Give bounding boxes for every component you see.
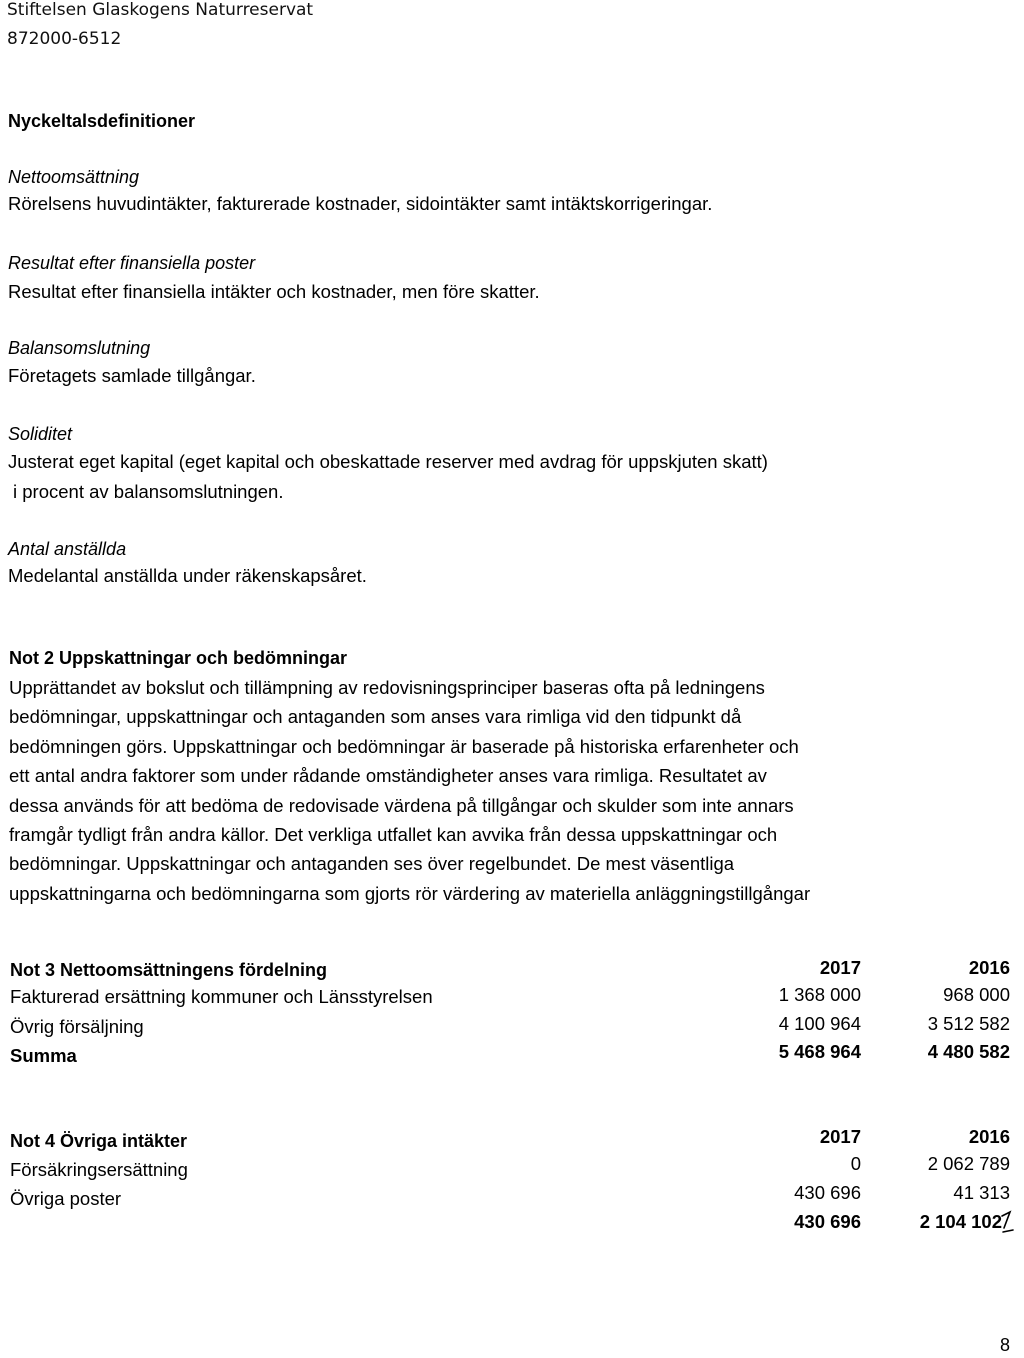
note4-title: Not 4 Övriga intäkter [10, 1131, 188, 1151]
note2-line: framgår tydligt från andra källor. Det verkliga utfallet kan avvika från dessa uppskattningar och [9, 824, 778, 846]
note3-year-prior: 2016 [968, 957, 1010, 978]
definition-term-resultat: Resultat efter finansiella poster [8, 253, 256, 273]
definition-term-balansomslutning: Balansomslutning [8, 338, 151, 358]
note3-row-prior: 968 000 [943, 984, 1010, 1005]
note4-row-current: 0 [850, 1153, 861, 1174]
note3-row-current: 1 368 000 [778, 984, 861, 1005]
note3-sum-label: Summa [10, 1045, 77, 1066]
handwritten-initials-mark [998, 1206, 1018, 1238]
definition-text-soliditet-line2: i procent av balansomslutningen. [13, 481, 284, 502]
note2-line: bedömningar, uppskattningar och antaganden som anses vara rimliga vid den tidpunkt då [9, 706, 742, 728]
note2-line: bedömningar. Uppskattningar och antaganden ses över regelbundet. De mest väsentliga [9, 853, 735, 875]
page-number: 8 [999, 1335, 1010, 1355]
note4-row-label: Övriga poster [10, 1188, 122, 1209]
note4-row-prior: 2 062 789 [927, 1153, 1010, 1174]
note3-title: Not 3 Nettoomsättningens fördelning [10, 960, 327, 980]
note3-year-current: 2017 [819, 957, 861, 978]
note2-line: dessa används för att bedöma de redovisade värdena på tillgångar och skulder som inte annars [9, 794, 794, 816]
note4-row-current: 430 696 [794, 1182, 861, 1203]
note2-line: bedömningen görs. Uppskattningar och bedömningar är baserade på historiska erfarenheter och [9, 735, 799, 757]
note4-year-prior: 2016 [968, 1126, 1010, 1147]
definition-text-soliditet-line1: Justerat eget kapital (eget kapital och obeskattade reserver med avdrag för uppskjuten skatt) [8, 451, 768, 472]
note2-paragraph [9, 673, 810, 908]
definitions-title: Nyckeltalsdefinitioner [8, 111, 196, 131]
note4-row-prior: 41 313 [953, 1182, 1010, 1203]
definition-term-soliditet: Soliditet [8, 424, 73, 444]
note3-row-prior: 3 512 582 [927, 1013, 1010, 1034]
definition-text-nettoomsattning: Rörelsens huvudintäkter, fakturerade kostnader, sidointäkter samt intäktskorrigeringar. [8, 193, 713, 214]
note4-year-current: 2017 [819, 1126, 861, 1147]
note2-line: ett antal andra faktorer som under rådande omständigheter anses vara rimliga. Resultatet av [9, 765, 767, 787]
note4-total-prior: 2 104 102 [919, 1211, 1002, 1232]
note3-row-label: Fakturerad ersättning kommuner och Länsstyrelsen [10, 986, 433, 1007]
organization-number: 872000-6512 [7, 29, 122, 49]
note3-sum-prior: 4 480 582 [927, 1041, 1010, 1062]
note4-total-current: 430 696 [794, 1211, 861, 1232]
organization-name: Stiftelsen Glaskogens Naturreservat [7, 0, 314, 20]
definition-text-resultat: Resultat efter finansiella intäkter och kostnader, men före skatter. [8, 281, 540, 302]
note2-line: Upprättandet av bokslut och tillämpning av redovisningsprinciper baseras ofta på ledningens [9, 677, 765, 698]
note3-row-label: Övrig försäljning [10, 1016, 144, 1037]
note3-sum-current: 5 468 964 [778, 1041, 861, 1062]
note2-line: uppskattningarna och bedömningarna som gjorts rör värdering av materiella anläggningstillgångar [9, 882, 811, 904]
note4-row-label: Försäkringsersättning [10, 1159, 188, 1180]
note2-title: Not 2 Uppskattningar och bedömningar [9, 648, 348, 668]
definition-text-balansomslutning: Företagets samlade tillgångar. [8, 365, 256, 386]
definition-term-antal-anstallda: Antal anställda [8, 539, 127, 559]
definition-term-nettoomsattning: Nettoomsättning [8, 167, 140, 187]
note3-row-current: 4 100 964 [778, 1013, 861, 1034]
definition-text-antal-anstallda: Medelantal anställda under räkenskapsåret. [8, 565, 367, 586]
